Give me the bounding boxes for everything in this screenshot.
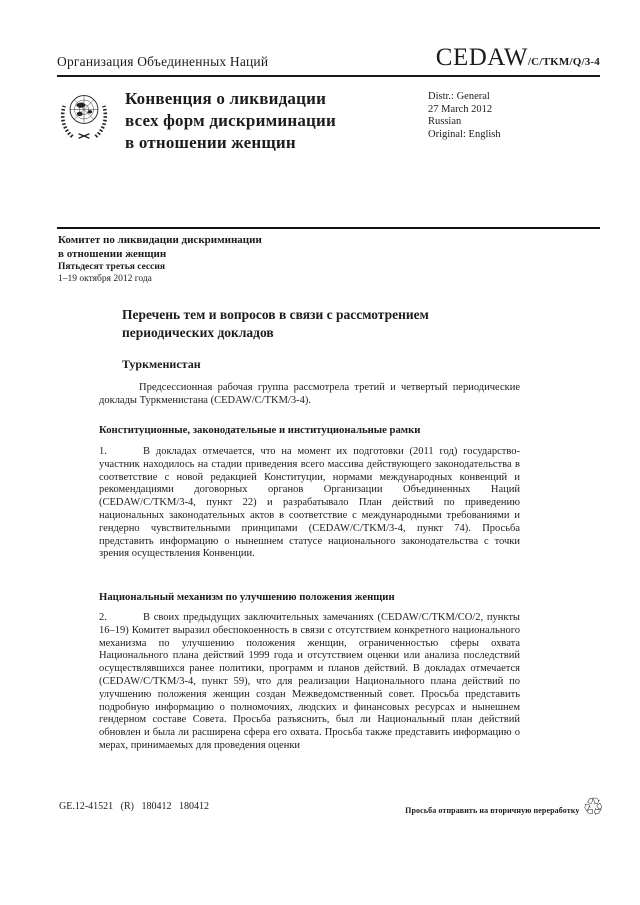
doc-symbol-suffix: /C/TKM/Q/3-4 bbox=[527, 56, 600, 68]
convention-title-line: Конвенция о ликвидации bbox=[125, 89, 327, 108]
committee-block bbox=[58, 234, 262, 285]
distribution-block bbox=[428, 91, 501, 141]
original-language-line: Original: English bbox=[428, 128, 501, 140]
paragraph-1 bbox=[99, 446, 520, 561]
section-heading-constitutional: Конституционные, законодательные и институциональные рамки bbox=[99, 424, 421, 436]
convention-title bbox=[125, 88, 336, 154]
recycle-note bbox=[405, 795, 604, 819]
doc-symbol bbox=[436, 44, 600, 72]
date-line: 27 March 2012 bbox=[428, 103, 493, 115]
un-org-name: Организация Объединенных Наций bbox=[57, 54, 269, 69]
paragraph-text: В своих предыдущих заключительных замечаниях (CEDAW/C/TKM/CO/2, пункты 16–19) Комитет выразил обеспокоенность в связи с отсутствием конкретного национального механизма по улучшению положения женщин, ограниченностью сферы охвата Национального плана действий 1999 года и отсутствием оценки или анализа последствий осуществлявшихся ранее политики, программ и планов действий. В докладах отмечается (CEDAW/C/TKM/3-4, пункт 59), что для реализации Национального плана действий по улучшению положения женщин создан Межведомственный совет. Просьба представить подробную информацию о полномочиях, людских и финансовых ресурсах и нынешнем гендерном составе Совета. Просьба разъяснить, был ли Национальный план действий обновлен и была ли расширена сфера его охвата. Просьба также представить информацию о мерах, принимаемых для проведения оценки bbox=[99, 612, 520, 751]
language-line: Russian bbox=[428, 116, 462, 128]
convention-title-line: в отношении женщин bbox=[125, 133, 296, 152]
recycle-note-text: Просьба отправить на вторичную переработку bbox=[405, 805, 580, 815]
recycle-icon: ♲ bbox=[582, 793, 604, 821]
intro-paragraph bbox=[99, 382, 520, 408]
intro-text: Предсессионная рабочая группа рассмотрела третий и четвертый периодические доклады Туркменистана (CEDAW/C/TKM/3-4). bbox=[99, 382, 520, 406]
paragraph-number: 2. bbox=[99, 612, 107, 623]
footer-doc-code: GE.12-41521 (R) 180412 180412 bbox=[59, 801, 209, 812]
session-dates: 1–19 октября 2012 года bbox=[58, 273, 152, 284]
committee-name-line1: Комитет по ликвидации дискриминации bbox=[58, 234, 262, 246]
paragraph-text: В докладах отмечается, что на момент их подготовки (2011 год) государство-участник находилось на стадии приведения всего массива действующего законодательства в соответствие с новой редакцией Конституции, нормами международных конвенций и рекомендациями договорных органов Организации Объединенных Наций (CEDAW/C/TKM/3-4, пункт 22) и разрабатывало План действий по приведению национальных законодательных актов в соответствие с международными требованиями и гендерно чувствительными принципами (CEDAW/C/TKM/3-4, пункт 74). Просьба представить информацию о нынешнем статусе национального законодательства с точки зрения осуществления Конвенции. bbox=[99, 446, 520, 560]
section-divider bbox=[57, 227, 600, 229]
header-divider bbox=[57, 75, 600, 77]
distr-line: Distr.: General bbox=[428, 91, 490, 102]
page-title: Перечень тем и вопросов в связи с рассмотрением периодических докладов bbox=[122, 307, 429, 340]
country-heading: Туркменистан bbox=[122, 357, 201, 371]
section-heading-national-machinery: Национальный механизм по улучшению положения женщин bbox=[99, 591, 395, 603]
un-emblem-icon bbox=[57, 84, 111, 144]
paragraph-2 bbox=[99, 612, 520, 753]
convention-title-line: всех форм дискриминации bbox=[125, 111, 337, 130]
paragraph-number: 1. bbox=[99, 446, 107, 457]
committee-name-line2: в отношении женщин bbox=[58, 247, 167, 260]
session-label: Пятьдесят третья сессия bbox=[58, 262, 165, 272]
doc-symbol-main: CEDAW bbox=[435, 44, 528, 71]
